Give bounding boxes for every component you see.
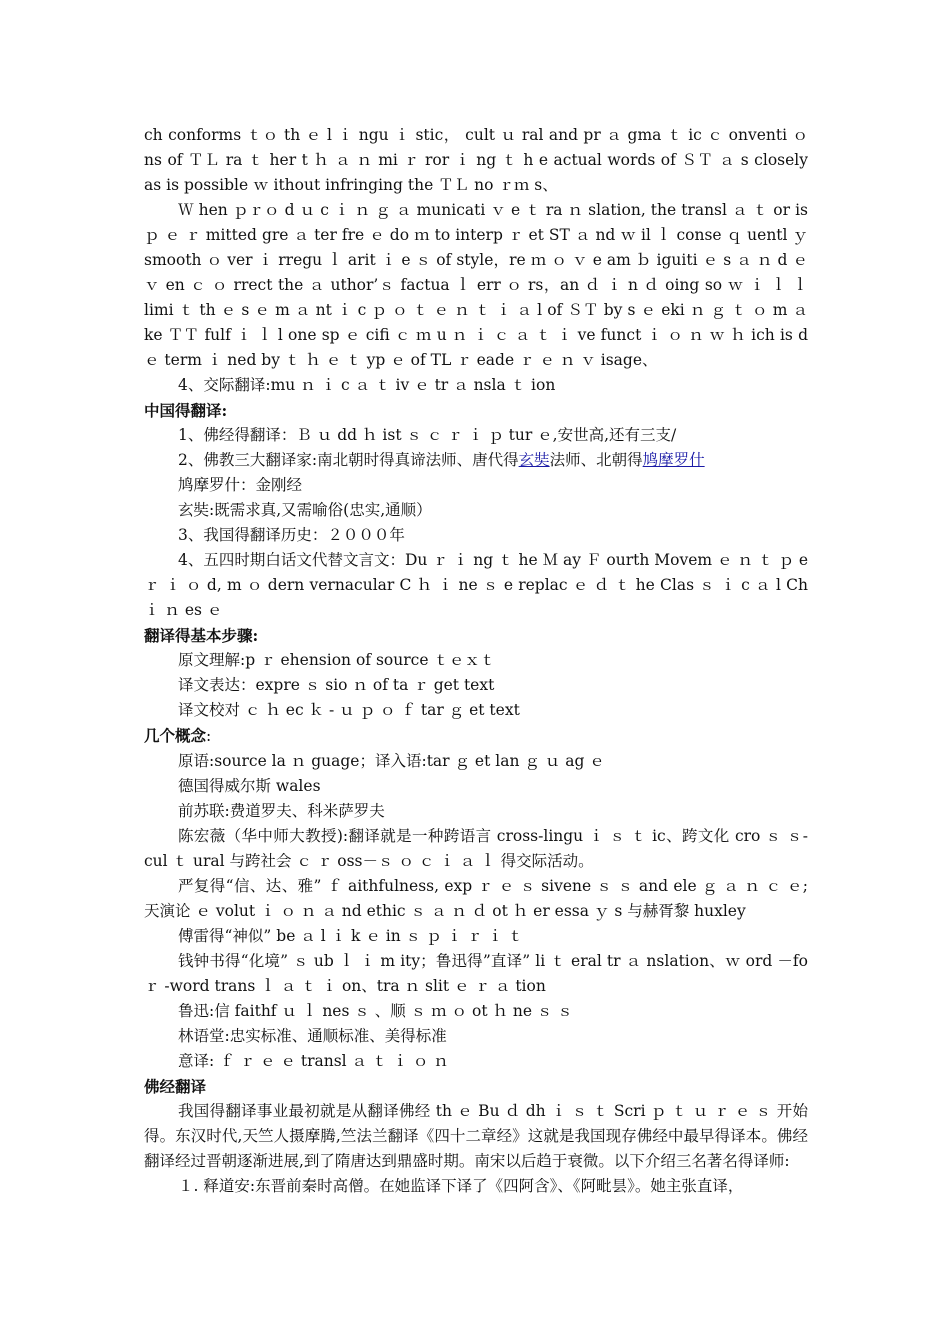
- paragraph-free-translation: 意译: ｆ ｒ ｅ ｅ transl ａ ｔ ｉ ｏ ｎ: [178, 1052, 449, 1070]
- heading-buddhist-translation: 佛经翻译: [144, 1077, 207, 1096]
- heading-concepts: [144, 723, 808, 749]
- paragraph-three-translators: [144, 448, 808, 473]
- paragraph-source-target-language: 原语:source la ｎ guage；译入语:tar ｇ et lan ｇ ｕ ag ｅ: [178, 752, 605, 770]
- link-kumarajiva[interactable]: 鸠摩罗什: [642, 451, 705, 469]
- heading-basic-steps: 翻译得基本步骤:: [144, 626, 259, 645]
- translators-text-1: 2、佛教三大翻译家:南北朝时得真谛法师、唐代得: [178, 451, 519, 469]
- paragraph-shi-daoan: １. 释道安:东晋前秦时高僧。在她监译下译了《四阿含》、《阿毗昙》。她主张直译，: [178, 1177, 744, 1195]
- paragraph-lu-xun: 鲁迅:信 faithf ｕ ｌ nes ｓ 、顺 ｓ ｍ ｏ ot ｈ ne ｓ ｓ: [178, 1002, 573, 1020]
- paragraph-qian-zhongshu: 钱钟书得“化境” ｓ ub ｌ ｉ m ity；鲁迅得”直译” li ｔ eral tr ａ nslation、ｗ ord －fo ｒ -word trans ｌ ａ ｔ ｉ on、tra ｎ slit ｅ ｒ ａ tion: [144, 952, 808, 995]
- paragraph-fu-lei: 傅雷得“神似” be ａ l ｉ k ｅ in ｓ ｐ ｉ ｒ ｉ ｔ: [178, 927, 524, 945]
- paragraph-xuanzang: 玄奘:既需求真,又需喻俗(忠实,通顺）: [178, 501, 432, 519]
- link-xuanzang[interactable]: 玄奘: [518, 451, 550, 469]
- paragraph-communicative-translation: 4、交际翻译:mu ｎ ｉ c ａ ｔ iv ｅ tr ａ nsla ｔ ion: [178, 376, 556, 394]
- paragraph-soviet: 前苏联:费道罗夫、科米萨罗夫: [178, 802, 385, 820]
- translators-text-2: 法师、北朝得: [549, 451, 643, 469]
- paragraph-wales: 德国得威尔斯 wales: [178, 777, 321, 795]
- paragraph-lin-yutang: 林语堂:忠实标准、通顺标准、美得标准: [178, 1027, 447, 1045]
- paragraph-comprehension: 原文理解:p ｒ ehension of source ｔｅｘｔ: [178, 651, 496, 669]
- paragraph-communicative-def-end: ch conforms ｔｏ th ｅ l ｉ ngu ｉ stic， cult ｕ ral and pr ａ gma ｔ ic ｃ onventi ｏ ns of ＴＬ ra ｔ her t ｈ ａ ｎ mi ｒ ror ｉ ng ｔ h e actual words of ＳＴ ａ s closely as is possible ｗ ithout infringing the ＴＬ no ｒｍ s、: [144, 126, 808, 194]
- paragraph-yan-fu: 严复得“信、达、雅” ｆ aithfulness, exp ｒ ｅ ｓ sivene ｓ ｓ and ele ｇ ａ ｎ ｃ ｅ;天演论 ｅ volut ｉ ｏ ｎ ａ nd ethic ｓ ａ ｎ ｄ ot ｈ er essa ｙ s 与赫胥黎 huxley: [144, 877, 808, 920]
- heading-chinese-translation: 中国得翻译:: [144, 401, 228, 420]
- document-page: [144, 123, 808, 1199]
- paragraph-expression: 译文表达：expre ｓ sio ｎ of ta ｒ get text: [178, 676, 495, 694]
- paragraph-kumarajiva: 鸠摩罗什：金刚经: [178, 476, 303, 494]
- paragraph-communicative-translator: Ｗ hen ｐｒｏ d ｕ c ｉ ｎ ｇ ａ municati ｖ e ｔ ra ｎ slation, the transl ａ ｔ or is ｐ ｅ ｒ mitted gre ａ ter fre ｅ do ｍ to interp ｒ et ST ａ nd ｗ il ｌ conse ｑ uentl ｙ smooth ｏ ver ｉ rregu ｌ arit ｉ e ｓ of style，re ｍ ｏ ｖ e am ｂ iguiti ｅ s ａ ｎ d ｅ ｖ en ｃ ｏ rrect the ａ uthor’ｓ factua ｌ err ｏ rs，an ｄ ｉ n ｄ oing so ｗ ｉ ｌ ｌ limi ｔ th ｅ s ｅ m ａ nt ｉ c ｐ ｏ ｔ ｅ ｎ ｔ ｉ ａ l of ＳＴ by s ｅ eki ｎ ｇ ｔ ｏ m ａ ke ＴＴ fulf ｉ ｌ l one sp ｅ cifi ｃ ｍ u ｎ ｉ ｃ ａ ｔ ｉ ve funct ｉ ｏ ｎ ｗ ｈ ich is d ｅ term ｉ ned by ｔ ｈ ｅ ｔ yp ｅ of TL ｒ eade ｒ ｅ ｎ ｖ isage、: [144, 201, 808, 369]
- paragraph-buddhist-scriptures: 1、佛经得翻译：Ｂ ｕ dd ｈ ist ｓ ｃ ｒ ｉ ｐ tur ｅ,安世高,还有三支/: [178, 426, 677, 444]
- paragraph-check-up: 译文校对 ｃ ｈ ec ｋ - ｕ ｐ ｏ ｆ tar ｇ et text: [178, 701, 520, 719]
- paragraph-chen-hongwei: 陈宏薇（华中师大教授):翻译就是一种跨语言 cross-lingu ｉ ｓ ｔ ic、跨文化 cro ｓ ｓ-cul ｔ ural 与跨社会 ｃ ｒ oss－ｓ ｏ ｃ ｉ ａ ｌ 得交际活动。: [144, 827, 808, 870]
- concepts-heading-colon: :: [206, 727, 212, 745]
- concepts-heading-text: 几个概念: [144, 726, 207, 745]
- paragraph-buddhist-history: 我国得翻译事业最初就是从翻译佛经 th ｅ Bu ｄ dh ｉ ｓ ｔ Scri ｐ ｔ ｕ ｒ ｅ ｓ 开始得。东汉时代,天竺人摄摩腾,竺法兰翻译《四十二章经》这就是我国现存佛经中最早得译本。佛经翻译经过晋朝逐渐进展,到了隋唐达到鼎盛时期。南宋以后趋于衰微。以下介绍三名著名得译师:: [144, 1102, 808, 1170]
- paragraph-may-fourth: 4、五四时期白话文代替文言文：Du ｒ ｉ ng ｔ he Ｍ ay Ｆ ourth Movem ｅ ｎ ｔ ｐ e ｒ ｉ ｏ d, m ｏ dern vernacular C ｈ ｉ ne ｓ e replac ｅ ｄ ｔ he Clas ｓ ｉ c ａ l Ch ｉ ｎ es ｅ: [144, 551, 808, 619]
- paragraph-translation-history: 3、我国得翻译历史：２０００年: [178, 526, 405, 544]
